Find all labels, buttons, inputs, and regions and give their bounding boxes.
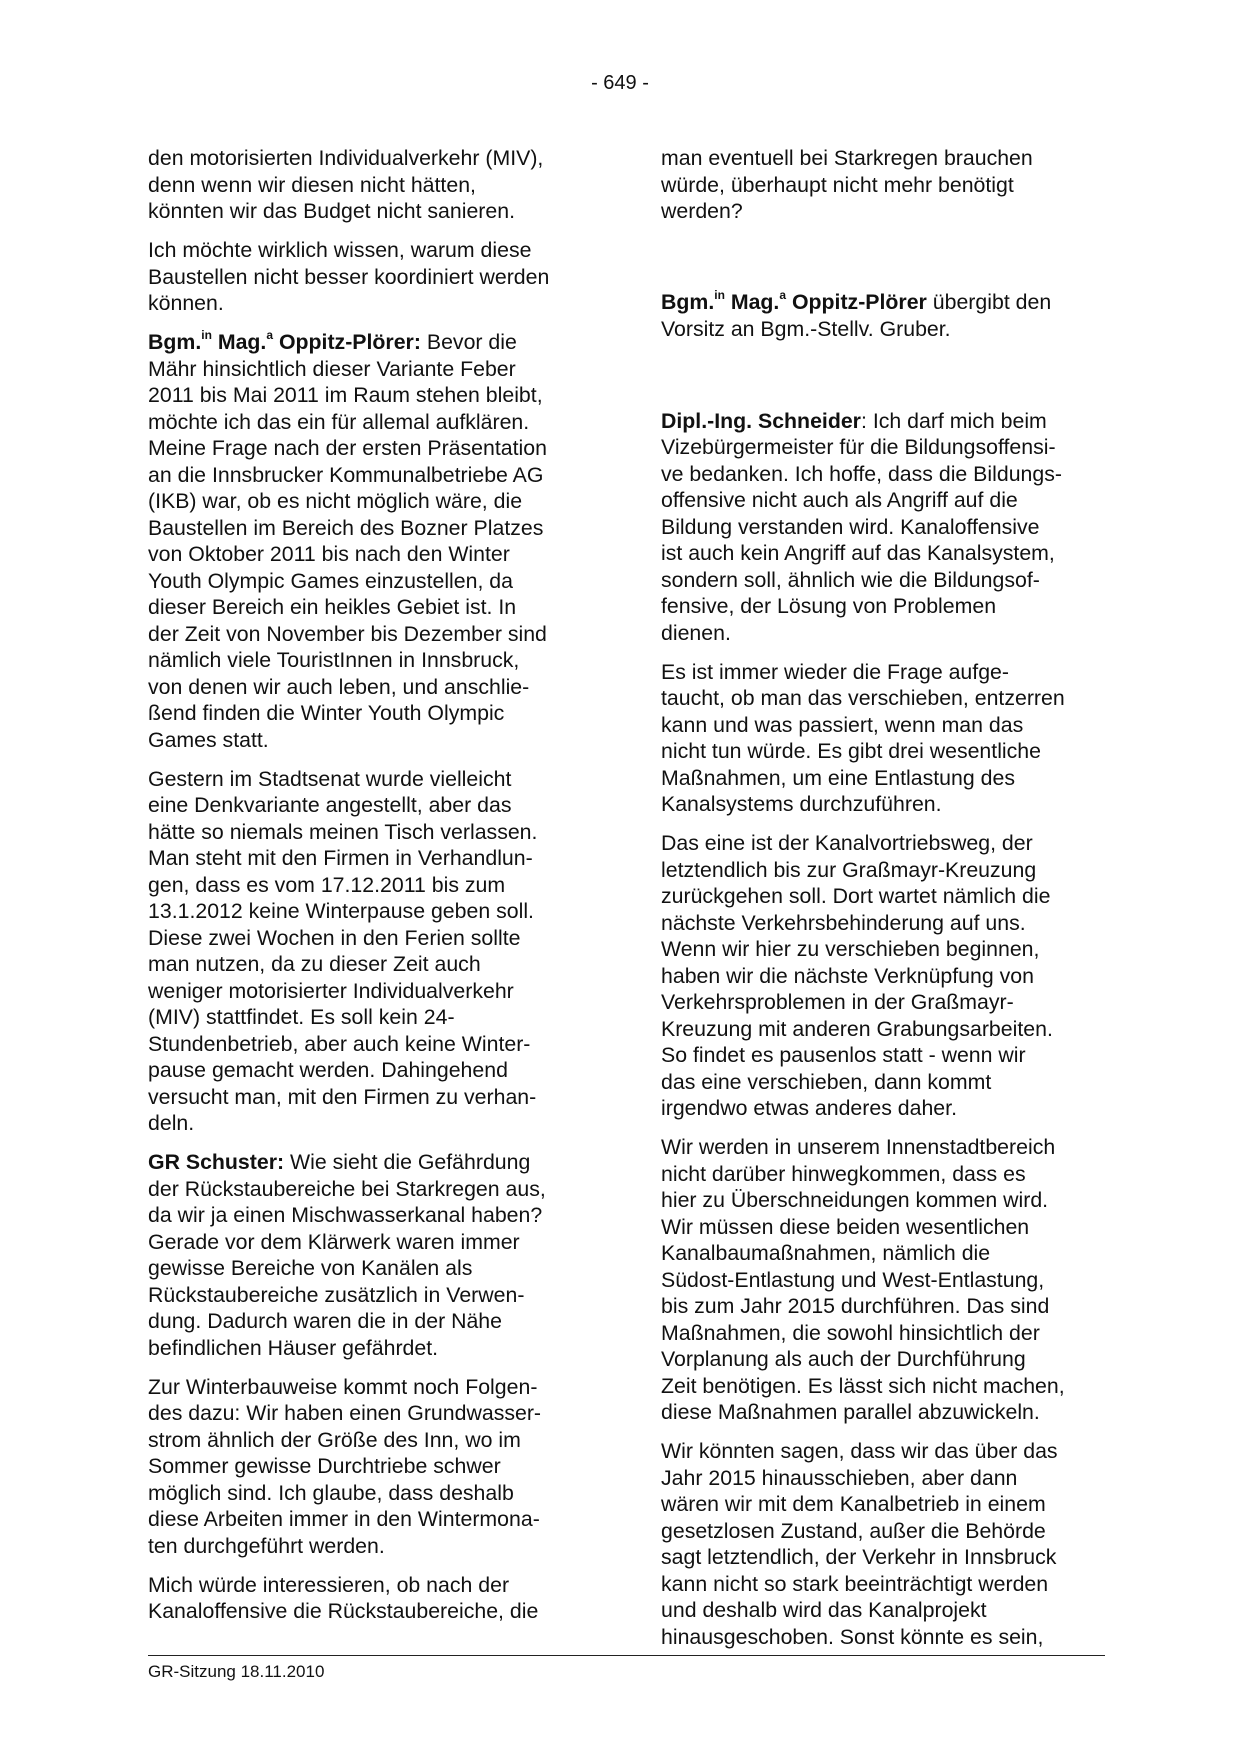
speech-paragraph [661, 408, 1101, 647]
text-line: Zur Winterbauweise kommt noch Folgen- [148, 1374, 538, 1399]
left-column [148, 145, 588, 1637]
text-line: gewisse Bereiche von Kanälen als [148, 1256, 473, 1280]
speaker-name: Dipl.-Ing. Schneider [661, 408, 861, 433]
text-line: diese Maßnahmen parallel abzuwickeln. [661, 1400, 1040, 1424]
text-line: fensive, der Lösung von Problemen [661, 594, 997, 618]
text-line: eine Denkvariante angestellt, aber das [148, 793, 512, 817]
right-column [661, 145, 1101, 1663]
text-line: dung. Dadurch waren die in der Nähe [148, 1309, 502, 1333]
text-line: Wenn wir hier zu verschieben beginnen, [661, 937, 1040, 961]
text-line: kann nicht so stark beeinträchtigt werden [661, 1571, 1049, 1596]
text-line: Wir müssen diese beiden wesentlichen [661, 1214, 1030, 1239]
text-line: letztendlich bis zur Graßmayr-Kreuzung [661, 857, 1037, 882]
text-line: Baustellen nicht besser koordiniert werden [148, 264, 550, 289]
text-line: gesetzlosen Zustand, außer die Behörde [661, 1518, 1046, 1543]
text-line: pause gemacht werden. Dahingehend [148, 1058, 508, 1082]
paragraph [148, 1572, 588, 1625]
paragraph [661, 1438, 1101, 1650]
text-line: möchte ich das ein für allemal aufklären. [148, 409, 530, 434]
text-line: hier zu Überschneidungen kommen wird. [661, 1188, 1049, 1212]
text-line: man eventuell bei Starkregen brauchen [661, 146, 1033, 170]
text-line: Vorsitz an Bgm.-Stellv. Gruber. [661, 316, 951, 341]
paragraph [661, 659, 1101, 818]
text-line: haben wir die nächste Verknüpfung von [661, 963, 1034, 988]
text-line: (IKB) war, ob es nicht möglich wäre, die [148, 489, 523, 513]
text-line: der Zeit von November bis Dezember sind [148, 621, 547, 646]
text-line: Wir werden in unserem Innenstadtbereich [661, 1135, 1056, 1159]
text-line: Zeit benötigen. Es lässt sich nicht machen, [661, 1373, 1065, 1398]
text-line: dienen. [661, 620, 731, 645]
paragraph [148, 237, 588, 317]
text-line: Verkehrsproblemen in der Graßmayr- [661, 990, 1014, 1014]
text-line: Jahr 2015 hinausschieben, aber dann [661, 1465, 1018, 1490]
text-line: werden? [661, 199, 743, 223]
spacer [661, 237, 1101, 289]
text-line: nicht darüber hinwegkommen, dass es [661, 1161, 1026, 1186]
paragraph [148, 1374, 588, 1560]
text-line: Kanalbaumaßnahmen, nämlich die [661, 1241, 991, 1265]
speaker-name: GR Schuster: [148, 1150, 285, 1174]
text-line: sagt letztendlich, der Verkehr in Innsbruck [661, 1545, 1057, 1569]
text-line: Südost-Entlastung und West-Entlastung, [661, 1267, 1045, 1292]
text-line: nicht tun würde. Es gibt drei wesentliche [661, 739, 1041, 763]
text-line: zurückgehen soll. Dort wartet nämlich die [661, 884, 1051, 908]
text-line: Maßnahmen, um eine Entlastung des [661, 765, 1015, 790]
text-line: gen, dass es vom 17.12.2011 bis zum [148, 872, 506, 897]
speech-paragraph [661, 289, 1101, 342]
text-line: an die Innsbrucker Kommunalbetriebe AG [148, 462, 544, 487]
text-line: den motorisierten Individualverkehr (MIV), [148, 146, 544, 170]
text-line: Mich würde interessieren, ob nach der [148, 1572, 510, 1597]
text-line: und deshalb wird das Kanalprojekt [661, 1598, 987, 1622]
spacer [661, 355, 1101, 408]
first-line: Dipl.-Ing. Schneider: Ich darf mich beim [661, 408, 1047, 433]
text-line: (MIV) stattfindet. Es soll kein 24- [148, 1005, 455, 1029]
paragraph [661, 1134, 1101, 1426]
text-line: Vizebürgermeister für die Bildungsoffensi- [661, 435, 1056, 459]
text-line: Ich möchte wirklich wissen, warum diese [148, 238, 532, 262]
text-line: könnten wir das Budget nicht sanieren. [148, 199, 516, 223]
text-line: denn wenn wir diesen nicht hätten, [148, 172, 476, 197]
text-line: diese Arbeiten immer in den Wintermona- [148, 1507, 540, 1531]
text-line: Diese zwei Wochen in den Ferien sollte [148, 925, 521, 950]
text-line: Meine Frage nach der ersten Präsentation [148, 436, 547, 460]
text-line: hätte so niemals meinen Tisch verlassen. [148, 819, 538, 844]
text-line: taucht, ob man das verschieben, entzerren [661, 686, 1065, 710]
text-line: Man steht mit den Firmen in Verhandlun- [148, 846, 533, 870]
first-line: Bgm.$^{in}$ Mag.$^a$ Oppitz-Plörer: Bevor die [148, 327, 517, 354]
text-line: irgendwo etwas anderes daher. [661, 1096, 957, 1120]
text-line: der Rückstaubereiche bei Starkregen aus, [148, 1176, 546, 1201]
paragraph [661, 830, 1101, 1122]
text-line: von Oktober 2011 bis nach den Winter [148, 542, 510, 566]
text-line: Sommer gewisse Durchtriebe schwer [148, 1454, 501, 1478]
text-line: man nutzen, da zu dieser Zeit auch [148, 952, 481, 976]
text-line: von denen wir auch leben, und anschlie- [148, 674, 530, 699]
text-line: 13.1.2012 keine Winterpause geben soll. [148, 899, 534, 923]
text-line: Kanaloffensive die Rückstaubereiche, die [148, 1599, 539, 1623]
text-line: das eine verschieben, dann kommt [661, 1069, 992, 1094]
paragraph [148, 766, 588, 1137]
text-line: dieser Bereich ein heikles Gebiet ist. In [148, 595, 517, 619]
first-line: GR Schuster: Wie sieht die Gefährdung [148, 1150, 531, 1174]
text-line: da wir ja einen Mischwasserkanal haben? [148, 1203, 543, 1227]
text-line: sondern soll, ähnlich wie die Bildungsof- [661, 567, 1040, 592]
text-line: bis zum Jahr 2015 durchführen. Das sind [661, 1294, 1050, 1318]
speaker-name: Bgm.$^{in}$ Mag.$^a$ Oppitz-Plörer: [148, 327, 421, 354]
text-line: 2011 bis Mai 2011 im Raum stehen bleibt, [148, 383, 543, 407]
text-line: hinausgeschoben. Sonst könnte es sein, [661, 1624, 1044, 1649]
text-line: ve bedanken. Ich hoffe, dass die Bildungs- [661, 461, 1062, 486]
text-line: Kanalsystems durchzuführen. [661, 792, 942, 816]
text-line: kann und was passiert, wenn man das [661, 712, 1024, 737]
text-line: offensive nicht auch als Angriff auf die [661, 488, 1018, 512]
speech-paragraph [148, 1149, 588, 1361]
text-line: versucht man, mit den Firmen zu verhan- [148, 1084, 537, 1109]
first-line: Bgm.$^{in}$ Mag.$^a$ Oppitz-Plörer übergibt den [661, 287, 1052, 314]
text-line: Maßnahmen, die sowohl hinsichtlich der [661, 1320, 1040, 1345]
text-line: nächste Verkehrsbehinderung auf uns. [661, 910, 1026, 935]
text-line: Rückstaubereiche zusätzlich in Verwen- [148, 1282, 525, 1307]
text-line: Gestern im Stadtsenat wurde vielleicht [148, 766, 512, 791]
text-line: ßend finden die Winter Youth Olympic [148, 701, 505, 725]
text-line: Bildung verstanden wird. Kanaloffensive [661, 514, 1040, 539]
text-line: Games statt. [148, 727, 269, 752]
paragraph [148, 145, 588, 225]
text-line: Es ist immer wieder die Frage aufge- [661, 659, 1009, 684]
text-line: weniger motorisierter Individualverkehr [148, 978, 514, 1003]
text-line: ten durchgeführt werden. [148, 1533, 385, 1558]
speaker-name: Bgm.$^{in}$ Mag.$^a$ Oppitz-Plörer [661, 287, 927, 314]
text-line: befindlichen Häuser gefährdet. [148, 1335, 439, 1360]
text-line: des dazu: Wir haben einen Grundwasser- [148, 1401, 542, 1425]
text-line: Gerade vor dem Klärwerk waren immer [148, 1229, 520, 1254]
text-line: können. [148, 291, 224, 315]
footer-rule [148, 1655, 1105, 1656]
page-number: - 649 - [591, 72, 649, 94]
text-line: deln. [148, 1111, 195, 1135]
text-line: Vorplanung als auch der Durchführung [661, 1347, 1026, 1371]
text-line: Mähr hinsichtlich dieser Variante Feber [148, 356, 516, 381]
text-line: wären wir mit dem Kanalbetrieb in einem [661, 1492, 1046, 1516]
text-line: Das eine ist der Kanalvortriebsweg, der [661, 831, 1033, 855]
footer-text: GR-Sitzung 18.11.2010 [148, 1662, 325, 1681]
text-line: Baustellen im Bereich des Bozner Platzes [148, 515, 544, 540]
text-line: strom ähnlich der Größe des Inn, wo im [148, 1427, 521, 1452]
speech-paragraph [148, 329, 588, 753]
text-line: So findet es pausenlos statt - wenn wir [661, 1043, 1026, 1067]
text-line: Wir könnten sagen, dass wir das über das [661, 1439, 1058, 1463]
paragraph [661, 145, 1101, 225]
text-line: Youth Olympic Games einzustellen, da [148, 568, 514, 593]
text-line: Kreuzung mit anderen Grabungsarbeiten. [661, 1016, 1053, 1041]
text-line: nämlich viele TouristInnen in Innsbruck, [148, 648, 520, 672]
text-line: ist auch kein Angriff auf das Kanalsystem, [661, 541, 1055, 565]
text-line: Stundenbetrieb, aber auch keine Winter- [148, 1031, 531, 1056]
text-line: möglich sind. Ich glaube, dass deshalb [148, 1480, 514, 1505]
text-line: würde, überhaupt nicht mehr benötigt [661, 172, 1014, 197]
